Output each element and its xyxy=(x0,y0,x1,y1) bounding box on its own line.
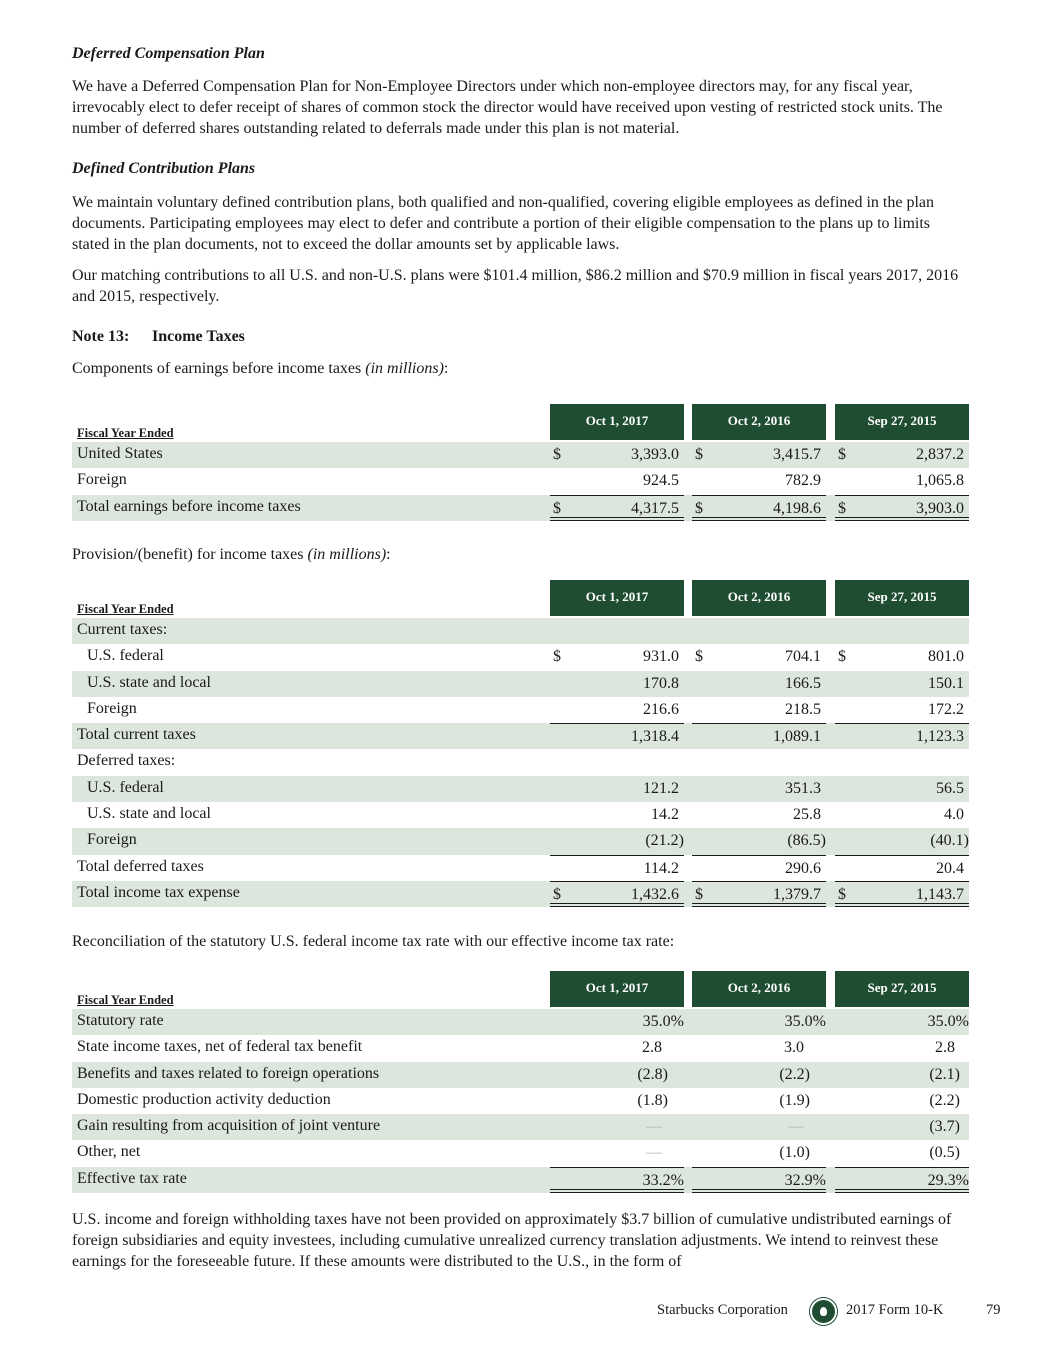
provision-caption xyxy=(72,546,391,564)
cell-value: 35.0% xyxy=(927,1013,969,1030)
cell-value: 114.2 xyxy=(643,859,679,877)
row-label: Deferred taxes: xyxy=(77,752,176,770)
cell-value: 290.6 xyxy=(785,859,821,877)
row-label: State income taxes, net of federal tax benefit xyxy=(77,1038,363,1056)
cell-value: 56.5 xyxy=(936,779,964,797)
currency-symbol: $ xyxy=(838,648,846,666)
cell-value: 801.0 xyxy=(928,648,964,666)
cell-value: 150.1 xyxy=(928,674,964,692)
column-header-2015: Sep 27, 2015 xyxy=(835,580,969,618)
table-row xyxy=(72,468,969,494)
row-label: U.S. federal xyxy=(87,778,164,796)
row-label: Total earnings before income taxes xyxy=(77,497,301,515)
row-label: Total income tax expense xyxy=(77,883,240,901)
cell-value: (0.5) xyxy=(929,1144,960,1162)
currency-symbol: $ xyxy=(553,446,561,463)
cell-value: 216.6 xyxy=(643,700,679,718)
table-row xyxy=(72,644,969,670)
earnings-table xyxy=(72,404,969,521)
table-row xyxy=(72,828,969,854)
column-header-2016: Oct 2, 2016 xyxy=(692,404,826,442)
cell-value: 1,432.6 xyxy=(631,885,679,903)
table-row xyxy=(72,749,969,775)
currency-symbol: $ xyxy=(553,885,561,903)
row-label: Domestic production activity deduction xyxy=(77,1090,331,1108)
cell-value: 166.5 xyxy=(785,674,821,692)
table-header xyxy=(72,580,969,618)
row-label: U.S. state and local xyxy=(87,805,211,823)
row-label: U.S. state and local xyxy=(87,673,211,691)
cell-value: 35.0% xyxy=(642,1013,684,1030)
currency-symbol: $ xyxy=(838,885,846,903)
column-header-2017: Oct 1, 2017 xyxy=(550,580,684,618)
cell-value: 2,837.2 xyxy=(916,446,964,463)
cell-value: 1,089.1 xyxy=(773,728,821,746)
reconciliation-caption: Reconciliation of the statutory U.S. federal income tax rate with our effective income tax rate: xyxy=(72,933,675,950)
table-row xyxy=(72,1009,969,1035)
fiscal-year-ended-label: Fiscal Year Ended xyxy=(77,426,174,440)
table-row xyxy=(72,671,969,697)
table-row xyxy=(72,1088,969,1114)
row-label: United States xyxy=(77,445,163,462)
currency-symbol: $ xyxy=(553,648,561,666)
row-label: Foreign xyxy=(77,471,127,489)
provision-caption-text: Provision/(benefit) for income taxes xyxy=(72,546,308,563)
table-row xyxy=(72,1140,969,1166)
row-label: Current taxes: xyxy=(77,621,168,638)
currency-symbol: $ xyxy=(695,446,703,463)
cell-value: 170.8 xyxy=(643,674,679,692)
currency-symbol: $ xyxy=(838,499,846,517)
deferred-compensation-text: We have a Deferred Compensation Plan for Non-Employee Directors under which non-employee directors may, for any fiscal year, irrevocably elect to defer receipt of shares of common stock the director would have received upon vesting of restricted stock units. The number of deferred shares outstanding related to deferrals made under this plan is not material. xyxy=(72,78,943,137)
fiscal-year-ended-label: Fiscal Year Ended xyxy=(77,602,174,616)
currency-symbol: $ xyxy=(553,499,561,517)
row-label: U.S. federal xyxy=(87,647,164,665)
column-header-2015: Sep 27, 2015 xyxy=(835,971,969,1009)
page-number: 79 xyxy=(986,1302,1001,1318)
earnings-caption xyxy=(72,360,448,378)
column-header-2017: Oct 1, 2017 xyxy=(550,971,684,1009)
column-header-2017: Oct 1, 2017 xyxy=(550,404,684,442)
caption-colon: : xyxy=(386,546,391,563)
table-header xyxy=(72,404,969,442)
cell-value: 3,903.0 xyxy=(916,499,964,517)
cell-value: 1,065.8 xyxy=(916,472,964,490)
footer-company: Starbucks Corporation xyxy=(657,1302,788,1318)
currency-symbol: $ xyxy=(838,446,846,463)
cell-value: — xyxy=(788,1118,804,1136)
closing-paragraph: U.S. income and foreign withholding taxes have not been provided on approximately $3.7 billion of cumulative undistributed earnings of foreign subsidiaries and equity investees, including cumulative unrealized currency translation adjustments. We intend to reinvest these earnings for the foreseeable future. If these amounts were distributed to the U.S., in the form of xyxy=(72,1211,952,1270)
table-row xyxy=(72,881,969,907)
tax-rate-table xyxy=(72,971,969,1193)
cell-value: 172.2 xyxy=(928,700,964,718)
cell-value: 33.2% xyxy=(642,1171,684,1189)
cell-value: 3,415.7 xyxy=(773,446,821,463)
cell-value: 1,318.4 xyxy=(631,728,679,746)
cell-value: (40.1) xyxy=(930,832,969,850)
currency-symbol: $ xyxy=(695,499,703,517)
table-row xyxy=(72,855,969,881)
cell-value: 218.5 xyxy=(785,700,821,718)
cell-value: 29.3% xyxy=(927,1171,969,1189)
cell-value: 1,143.7 xyxy=(916,885,964,903)
table-row xyxy=(72,442,969,468)
note-number: Note 13: xyxy=(72,328,130,345)
cell-value: 20.4 xyxy=(936,859,964,877)
cell-value: 1,379.7 xyxy=(773,885,821,903)
fiscal-year-ended-label: Fiscal Year Ended xyxy=(77,993,174,1007)
row-label: Statutory rate xyxy=(77,1012,164,1029)
defined-contribution-heading: Defined Contribution Plans xyxy=(72,160,256,177)
cell-value: 704.1 xyxy=(785,648,821,666)
cell-value: 25.8 xyxy=(793,806,821,824)
cell-value: — xyxy=(646,1144,662,1162)
cell-value: 3,393.0 xyxy=(631,446,679,463)
cell-value: 3.0 xyxy=(784,1039,804,1057)
deferred-compensation-heading: Deferred Compensation Plan xyxy=(72,45,265,62)
matching-contributions-text: Our matching contributions to all U.S. and non-U.S. plans were $101.4 million, $86.2 million and $70.9 million in fiscal years 2017, 2016 and 2015, respectively. xyxy=(72,267,959,305)
defined-contribution-text: We maintain voluntary defined contribution plans, both qualified and non-qualified, covering eligible employees as defined in the plan documents. Participating employees may elect to defer and contribute a portion of their eligible compensation to the plans up to limits stated in the plan documents, not to exceed the dollar amounts set by applicable laws. xyxy=(72,194,935,253)
cell-value: (1.9) xyxy=(779,1091,810,1109)
row-label: Other, net xyxy=(77,1143,141,1161)
cell-value: 32.9% xyxy=(784,1171,826,1189)
cell-value: 351.3 xyxy=(785,779,821,797)
row-label: Foreign xyxy=(87,831,137,849)
table-row xyxy=(72,1114,969,1140)
cell-value: (2.1) xyxy=(929,1065,960,1083)
cell-value: 2.8 xyxy=(642,1039,662,1057)
in-millions-label: (in millions) xyxy=(307,546,387,563)
table-row xyxy=(72,802,969,828)
cell-value: (1.8) xyxy=(637,1091,668,1109)
table-row xyxy=(72,1062,969,1088)
cell-value: (21.2) xyxy=(645,832,684,850)
table-header xyxy=(72,971,969,1009)
caption-colon: : xyxy=(443,360,449,377)
cell-value: (1.0) xyxy=(779,1144,810,1162)
cell-value: 35.0% xyxy=(784,1013,826,1030)
row-label: Foreign xyxy=(87,699,137,717)
table-row xyxy=(72,618,969,644)
column-header-2016: Oct 2, 2016 xyxy=(692,971,826,1009)
cell-value: (2.8) xyxy=(637,1065,668,1083)
currency-symbol: $ xyxy=(695,648,703,666)
cell-value: 2.8 xyxy=(935,1039,955,1057)
table-row xyxy=(72,697,969,723)
cell-value: 931.0 xyxy=(643,648,679,666)
table-row xyxy=(72,723,969,749)
cell-value: — xyxy=(646,1118,662,1136)
cell-value: (2.2) xyxy=(929,1091,960,1109)
cell-value: (86.5) xyxy=(787,832,826,850)
cell-value: 924.5 xyxy=(643,472,679,490)
cell-value: 4,198.6 xyxy=(773,499,821,517)
footer-form: 2017 Form 10-K xyxy=(846,1302,944,1318)
cell-value: 4,317.5 xyxy=(631,499,679,517)
note-title-text: Income Taxes xyxy=(152,328,245,345)
table-row xyxy=(72,1035,969,1061)
starbucks-logo-icon xyxy=(810,1298,837,1325)
cell-value: 121.2 xyxy=(643,779,679,797)
cell-value: (2.2) xyxy=(779,1065,810,1083)
row-label: Effective tax rate xyxy=(77,1169,187,1187)
note-13-title xyxy=(72,328,245,346)
currency-symbol: $ xyxy=(695,885,703,903)
cell-value: 14.2 xyxy=(651,806,679,824)
column-header-2015: Sep 27, 2015 xyxy=(835,404,969,442)
earnings-caption-text: Components of earnings before income taxes xyxy=(72,360,366,377)
row-label: Gain resulting from acquisition of joint venture xyxy=(77,1117,381,1135)
row-label: Total deferred taxes xyxy=(77,857,204,875)
column-header-2016: Oct 2, 2016 xyxy=(692,580,826,618)
page-footer xyxy=(0,1298,1040,1324)
table-row xyxy=(72,776,969,802)
row-label: Total current taxes xyxy=(77,726,196,744)
cell-value: 4.0 xyxy=(944,806,964,824)
provision-table xyxy=(72,580,969,907)
table-row xyxy=(72,1167,969,1193)
cell-value: (3.7) xyxy=(929,1118,960,1136)
cell-value: 1,123.3 xyxy=(916,728,964,746)
table-row xyxy=(72,495,969,521)
row-label: Benefits and taxes related to foreign operations xyxy=(77,1064,380,1082)
cell-value: 782.9 xyxy=(785,472,821,490)
in-millions-label: (in millions) xyxy=(365,360,444,377)
